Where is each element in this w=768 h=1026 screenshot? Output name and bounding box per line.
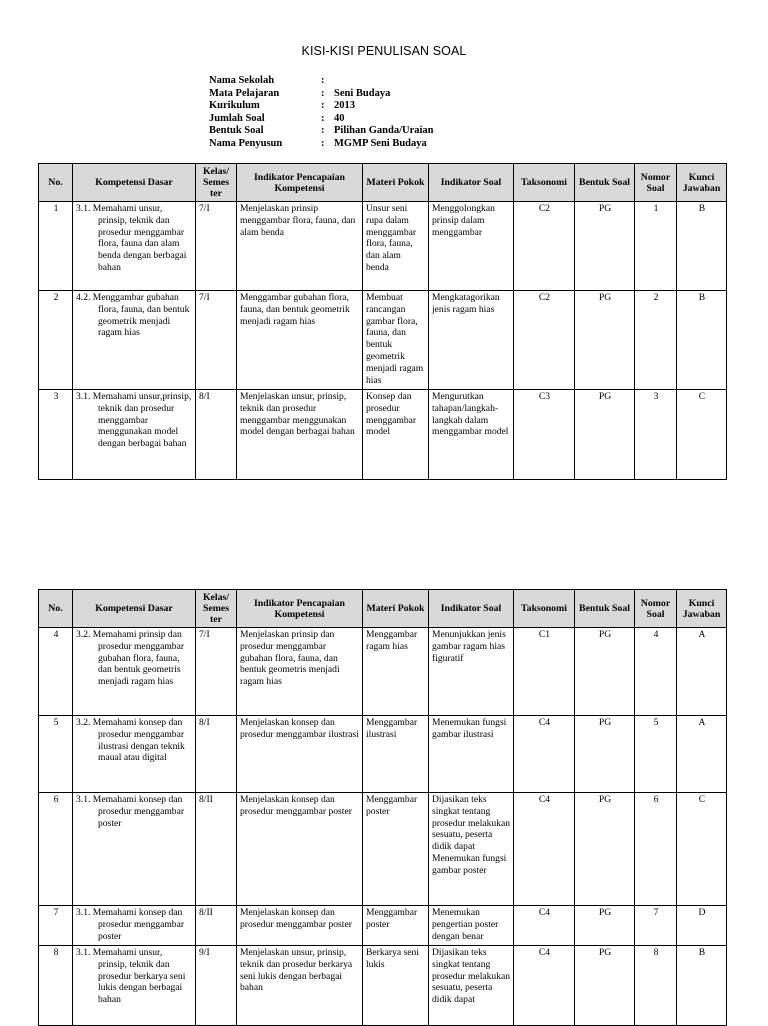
cell-materi-pokok: Menggambar poster bbox=[363, 906, 429, 946]
header-no: No. bbox=[39, 164, 73, 202]
kd-text: 4.2. Menggambar gubahan flora, fauna, dan bentuk geometrik menjadi ragam hias bbox=[76, 292, 190, 339]
info-label: Nama Sekolah bbox=[209, 75, 275, 86]
cell-indikator-pencapaian: Menjelaskan konsep dan prosedur menggambar poster bbox=[237, 793, 363, 906]
cell-taksonomi: C4 bbox=[514, 906, 575, 946]
cell-no: 6 bbox=[39, 793, 73, 906]
cell-no: 4 bbox=[39, 628, 73, 716]
info-row bbox=[209, 125, 433, 138]
info-separator: : bbox=[321, 125, 325, 136]
cell-no: 8 bbox=[39, 946, 73, 1026]
cell-nomor-soal: 4 bbox=[635, 628, 677, 716]
cell-indikator-pencapaian: Menjelaskan unsur, prinsip, teknik dan prosedur berkarya seni lukis dengan berbagai bahan bbox=[237, 946, 363, 1026]
cell-indikator-pencapaian: Menggambar gubahan flora, fauna, dan bentuk geometrik menjadi ragam hias bbox=[237, 291, 363, 390]
info-separator: : bbox=[321, 112, 325, 124]
info-value: 2013 bbox=[334, 100, 355, 111]
kd-text: 3.1. Memahami unsur, prinsip, teknik dan prosedur berkarya seni lukis dengan berbagai bahan bbox=[76, 947, 186, 1006]
info-separator: : bbox=[321, 100, 325, 111]
header-kunci-jawaban: Kunci Jawaban bbox=[677, 590, 727, 628]
header-no: No. bbox=[39, 590, 73, 628]
table-row bbox=[39, 716, 727, 793]
kd-text: 3.2. Memahami konsep dan prosedur menggambar ilustrasi dengan teknik maual atau digital bbox=[76, 717, 185, 764]
header-bentuk-soal: Bentuk Soal bbox=[575, 590, 635, 628]
cell-no: 7 bbox=[39, 906, 73, 946]
info-label: Bentuk Soal bbox=[209, 125, 264, 136]
cell-indikator-soal: Menemukan pengertian poster dengan benar bbox=[429, 906, 514, 946]
cell-bentuk-soal: PG bbox=[575, 906, 635, 946]
cell-kunci-jawaban: A bbox=[677, 628, 727, 716]
cell-indikator-soal: Menunjukkan jenis gambar ragam hias figuratif bbox=[429, 628, 514, 716]
cell-kompetensi-dasar bbox=[73, 716, 196, 793]
cell-no: 2 bbox=[39, 291, 73, 390]
kd-text: 3.1. Memahami unsur,prinsip, teknik dan prosedur menggambar menggunakan model dengan berbagai bahan bbox=[76, 391, 192, 450]
info-row bbox=[209, 88, 433, 101]
cell-kelas: 8/II bbox=[196, 906, 237, 946]
info-row bbox=[209, 75, 433, 88]
header-indikator-pencapaian: Indikator Pencapaian Kompetensi bbox=[237, 164, 363, 202]
cell-nomor-soal: 3 bbox=[635, 390, 677, 480]
cell-nomor-soal: 2 bbox=[635, 291, 677, 390]
cell-materi-pokok: Menggambar poster bbox=[363, 793, 429, 906]
info-separator: : bbox=[321, 87, 325, 99]
info-label: Nama Penyusun bbox=[209, 137, 283, 149]
header-materi-pokok: Materi Pokok bbox=[363, 164, 429, 202]
cell-nomor-soal: 7 bbox=[635, 906, 677, 946]
cell-kelas: 9/I bbox=[196, 946, 237, 1026]
cell-bentuk-soal: PG bbox=[575, 291, 635, 390]
cell-bentuk-soal: PG bbox=[575, 793, 635, 906]
header-indikator-pencapaian: Indikator Pencapaian Kompetensi bbox=[237, 590, 363, 628]
cell-indikator-pencapaian: Menjelaskan konsep dan prosedur menggambar poster bbox=[237, 906, 363, 946]
cell-materi-pokok: Unsur seni rupa dalam menggambar flora, fauna, dan alam benda bbox=[363, 202, 429, 291]
table-row bbox=[39, 202, 727, 291]
kd-text: 3.1. Memahami konsep dan prosedur menggambar poster bbox=[76, 907, 185, 942]
cell-kelas: 8/II bbox=[196, 793, 237, 906]
table-row bbox=[39, 628, 727, 716]
cell-kompetensi-dasar bbox=[73, 390, 196, 480]
cell-indikator-pencapaian: Menjelaskan konsep dan prosedur menggambar ilustrasi bbox=[237, 716, 363, 793]
cell-bentuk-soal: PG bbox=[575, 716, 635, 793]
kd-text: 3.1. Memahami konsep dan prosedur menggambar poster bbox=[76, 794, 185, 829]
info-row bbox=[209, 100, 433, 113]
cell-indikator-soal: Dijasikan teks singkat tentang prosedur melakukan sesuatu, peserta didik dapat bbox=[429, 946, 514, 1026]
cell-kelas: 8/I bbox=[196, 390, 237, 480]
cell-kunci-jawaban: B bbox=[677, 946, 727, 1026]
table-row bbox=[39, 793, 727, 906]
cell-bentuk-soal: PG bbox=[575, 946, 635, 1026]
cell-kunci-jawaban: D bbox=[677, 906, 727, 946]
cell-taksonomi: C3 bbox=[514, 390, 575, 480]
kisi-table-2 bbox=[38, 589, 727, 1026]
cell-bentuk-soal: PG bbox=[575, 202, 635, 291]
header-kelas-semester: Kelas/ Semes ter bbox=[196, 164, 237, 202]
header-kelas-semester: Kelas/ Semes ter bbox=[196, 590, 237, 628]
cell-nomor-soal: 8 bbox=[635, 946, 677, 1026]
cell-no: 5 bbox=[39, 716, 73, 793]
cell-indikator-soal: Mengurutkan tahapan/langkah-langkah dalam menggambar model bbox=[429, 390, 514, 480]
cell-nomor-soal: 1 bbox=[635, 202, 677, 291]
cell-kunci-jawaban: C bbox=[677, 390, 727, 480]
header-kompetensi-dasar: Kompetensi Dasar bbox=[73, 164, 196, 202]
cell-kompetensi-dasar bbox=[73, 628, 196, 716]
cell-taksonomi: C4 bbox=[514, 716, 575, 793]
header-kunci-jawaban: Kunci Jawaban bbox=[677, 164, 727, 202]
table-row bbox=[39, 390, 727, 480]
cell-kelas: 7/I bbox=[196, 202, 237, 291]
cell-materi-pokok: Menggambar ragam hias bbox=[363, 628, 429, 716]
cell-indikator-pencapaian: Menjelaskan unsur, prinsip, teknik dan prosedur menggambar menggunakan model dengan berbagai bahan bbox=[237, 390, 363, 480]
cell-taksonomi: C4 bbox=[514, 946, 575, 1026]
info-value: 40 bbox=[334, 112, 345, 124]
info-label: Jumlah Soal bbox=[209, 112, 265, 124]
header-kompetensi-dasar: Kompetensi Dasar bbox=[73, 590, 196, 628]
header-materi-pokok: Materi Pokok bbox=[363, 590, 429, 628]
cell-kunci-jawaban: B bbox=[677, 291, 727, 390]
header-taksonomi: Taksonomi bbox=[514, 164, 575, 202]
kd-text: 3.2. Memahami prinsip dan prosedur menggambar gubahan flora, fauna, dan bentuk geometris menjadi ragam hias bbox=[76, 629, 185, 688]
header-nomor-soal: Nomor Soal bbox=[635, 164, 677, 202]
cell-kompetensi-dasar bbox=[73, 946, 196, 1026]
cell-taksonomi: C4 bbox=[514, 793, 575, 906]
cell-materi-pokok: Membuat rancangan gambar flora, fauna, dan bentuk geometrik menjadi ragam hias bbox=[363, 291, 429, 390]
table-row bbox=[39, 946, 727, 1026]
header-indikator-soal: Indikator Soal bbox=[429, 164, 514, 202]
header-taksonomi: Taksonomi bbox=[514, 590, 575, 628]
cell-materi-pokok: Konsep dan prosedur menggambar model bbox=[363, 390, 429, 480]
cell-kompetensi-dasar bbox=[73, 793, 196, 906]
table-header-row bbox=[39, 590, 727, 628]
header-indikator-soal: Indikator Soal bbox=[429, 590, 514, 628]
info-row bbox=[209, 113, 433, 126]
document-info bbox=[209, 75, 433, 150]
cell-indikator-pencapaian: Menjelaskan prinsip menggambar flora, fauna, dan alam benda bbox=[237, 202, 363, 291]
header-bentuk-soal: Bentuk Soal bbox=[575, 164, 635, 202]
cell-indikator-soal: Menggolongkan prinsip dalam menggambar bbox=[429, 202, 514, 291]
info-separator: : bbox=[321, 137, 325, 149]
cell-indikator-pencapaian: Menjelaskan prinsip dan prosedur menggambar gubahan flora, fauna, dan bentuk geometris menjadi ragam hias bbox=[237, 628, 363, 716]
cell-indikator-soal: Dijasikan teks singkat tentang prosedur melakukan sesuatu, peserta didik dapat Menemukan fungsi gambar poster bbox=[429, 793, 514, 906]
cell-taksonomi: C1 bbox=[514, 628, 575, 716]
table-header-row bbox=[39, 164, 727, 202]
cell-materi-pokok: Menggambar ilustrasi bbox=[363, 716, 429, 793]
cell-nomor-soal: 6 bbox=[635, 793, 677, 906]
cell-indikator-soal: Menemukan fungsi gambar ilustrasi bbox=[429, 716, 514, 793]
cell-taksonomi: C2 bbox=[514, 291, 575, 390]
cell-no: 1 bbox=[39, 202, 73, 291]
table-row bbox=[39, 906, 727, 946]
cell-bentuk-soal: PG bbox=[575, 628, 635, 716]
cell-kelas: 8/I bbox=[196, 716, 237, 793]
info-row bbox=[209, 138, 433, 151]
info-value: Pilihan Ganda/Uraian bbox=[334, 125, 434, 136]
info-label: Kurikulum bbox=[209, 100, 260, 111]
cell-indikator-soal: Mengkatagorikan jenis ragam hias bbox=[429, 291, 514, 390]
cell-kompetensi-dasar bbox=[73, 291, 196, 390]
info-value: Seni Budaya bbox=[334, 87, 391, 99]
cell-kunci-jawaban: B bbox=[677, 202, 727, 291]
info-label: Mata Pelajaran bbox=[209, 87, 280, 99]
cell-nomor-soal: 5 bbox=[635, 716, 677, 793]
cell-kunci-jawaban: C bbox=[677, 793, 727, 906]
cell-taksonomi: C2 bbox=[514, 202, 575, 291]
kisi-table-1 bbox=[38, 163, 727, 480]
page-title: KISI-KISI PENULISAN SOAL bbox=[301, 44, 467, 58]
table-row bbox=[39, 291, 727, 390]
cell-kompetensi-dasar bbox=[73, 906, 196, 946]
cell-kelas: 7/I bbox=[196, 291, 237, 390]
info-separator: : bbox=[321, 75, 325, 86]
kd-text: 3.1. Memahami unsur, prinsip, teknik dan prosedur menggambar flora, fauna dan alam benda dengan berbagai bahan bbox=[76, 203, 187, 273]
header-nomor-soal: Nomor Soal bbox=[635, 590, 677, 628]
cell-bentuk-soal: PG bbox=[575, 390, 635, 480]
info-value: MGMP Seni Budaya bbox=[334, 137, 427, 149]
cell-kompetensi-dasar bbox=[73, 202, 196, 291]
cell-kunci-jawaban: A bbox=[677, 716, 727, 793]
cell-materi-pokok: Berkarya seni lukis bbox=[363, 946, 429, 1026]
cell-kelas: 7/I bbox=[196, 628, 237, 716]
cell-no: 3 bbox=[39, 390, 73, 480]
